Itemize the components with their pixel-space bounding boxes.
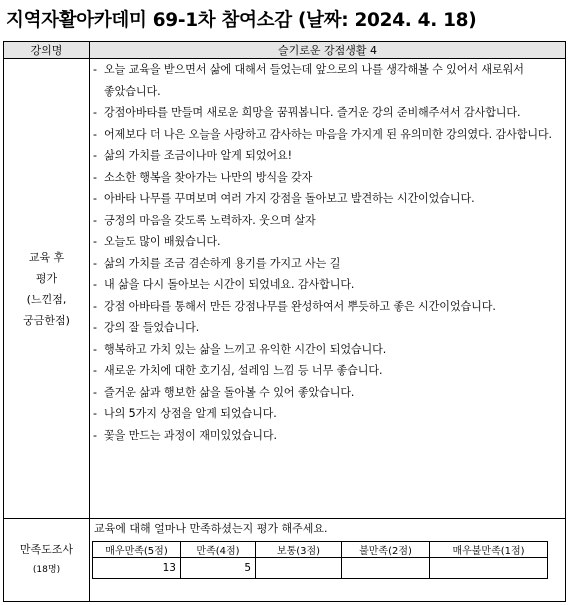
rating-count: 5: [181, 558, 256, 579]
course-name: 슬기로운 강점생활 4: [90, 42, 566, 59]
survey-label-text: 만족도조사: [19, 543, 74, 556]
evaluation-label-line4: 궁금한점): [23, 313, 70, 327]
rating-option: 만족(4점): [181, 542, 256, 558]
rating-option: 매우만족(5점): [93, 542, 181, 558]
rating-count: [256, 558, 342, 579]
comments-list: [90, 59, 565, 446]
comment-item: - 강점아바타를 만들며 새로운 희망을 꿈꿔봅니다. 즐거운 강의 준비해주셔서 감사합니다.: [92, 102, 565, 124]
comment-item: - 즐거운 삶과 행보한 삶을 돌아볼 수 있어 좋았습니다.: [92, 382, 565, 404]
evaluation-label-line2: 평가: [35, 271, 58, 285]
respondent-count: (18명): [32, 565, 61, 575]
comment-item: - 행복하고 가치 있는 삶을 느끼고 유익한 시간이 되었습니다.: [92, 339, 565, 361]
survey-row: [4, 519, 566, 602]
comment-item: - 삶의 가치를 조금 겸손하게 용기를 가지고 사는 길: [92, 253, 565, 275]
page-title: 지역자활아카데미 69-1차 참여소감 (날짜: 2024. 4. 18): [6, 10, 477, 31]
comment-item: - 긍정의 마음을 갖도록 노력하자. 웃으며 살자: [92, 210, 565, 232]
survey-cell: [90, 519, 566, 602]
comment-item: - 소소한 행복을 찾아가는 나만의 방식을 갖자: [92, 167, 565, 189]
evaluation-row: [4, 59, 566, 519]
comments-cell: [90, 59, 566, 519]
comment-item: - 꽃을 만드는 과정이 재미있었습니다.: [92, 425, 565, 447]
survey-label: [4, 519, 90, 602]
comment-item: - 나의 5가지 상점을 알게 되었습니다.: [92, 403, 565, 425]
survey-question: 교육에 대해 얼마나 만족하셨는지 평가 해주세요.: [94, 522, 328, 535]
rating-count: [342, 558, 430, 579]
comment-item: - 내 삶을 다시 돌아보는 시간이 되었네요. 감사합니다.: [92, 274, 565, 296]
comment-item: - 어제보다 더 나은 오늘을 사랑하고 감사하는 마음을 가지게 된 유의미한 강의였다. 감사합니다.: [92, 124, 565, 146]
evaluation-label-line3: (느낀점,: [26, 292, 67, 306]
comment-item: - 오늘도 많이 배웠습니다.: [92, 231, 565, 253]
header-row: [4, 42, 566, 59]
rating-option: 보통(3점): [256, 542, 342, 558]
comment-item: - 오늘 교육을 받으면서 삶에 대해서 들었는데 앞으로의 나를 생각해볼 수 있어서 새로워서 좋았습니다.: [92, 59, 565, 102]
rating-option: 매우불만족(1점): [430, 542, 548, 558]
feedback-table: [3, 41, 566, 602]
rating-count: [430, 558, 548, 579]
rating-header-row: [93, 542, 548, 558]
rating-count: 13: [93, 558, 181, 579]
comment-item: - 강점 아바타를 통해서 만든 강점나무를 완성하여서 뿌듯하고 좋은 시간이었습니다.: [92, 296, 565, 318]
evaluation-label: [4, 59, 90, 519]
course-label: 강의명: [4, 42, 90, 59]
comment-item: - 삶의 가치를 조금이나마 알게 되었어요!: [92, 145, 565, 167]
rating-option: 불만족(2점): [342, 542, 430, 558]
rating-count-row: [93, 558, 548, 579]
comment-item: - 새로운 가치에 대한 호기심, 설레임 느낌 등 너무 좋습니다.: [92, 360, 565, 382]
comment-item: - 아바타 나무를 꾸며보며 여러 가지 강점을 돌아보고 발견하는 시간이었습니다.: [92, 188, 565, 210]
evaluation-label-line1: 교육 후: [28, 250, 65, 264]
comment-item: - 강의 잘 들었습니다.: [92, 317, 565, 339]
rating-table: [92, 541, 548, 579]
